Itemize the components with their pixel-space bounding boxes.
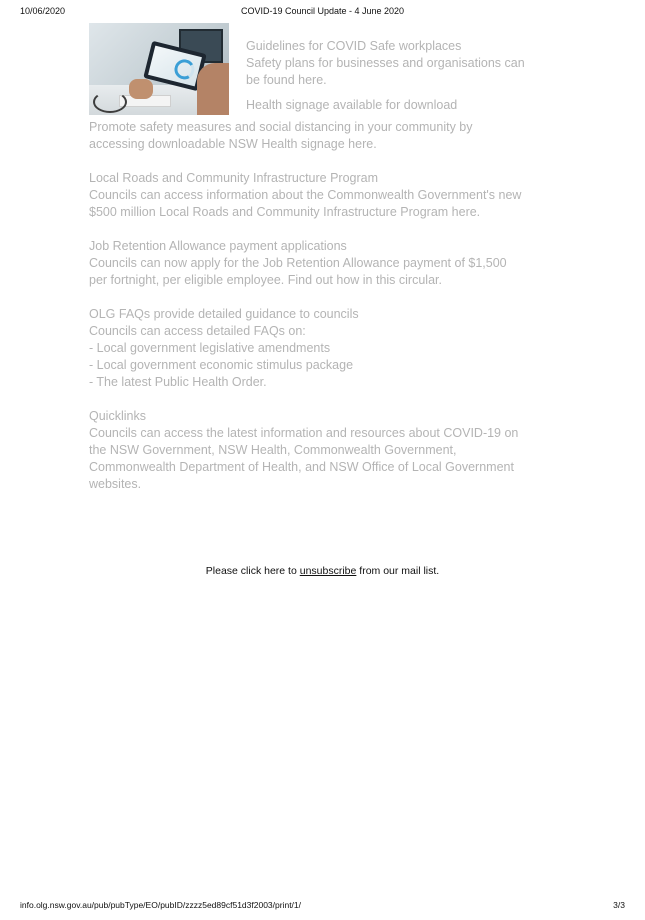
section-olg-faqs [89,306,559,391]
section-body-line: per fortnight, per eligible employee. Find out how in this circular. [89,273,442,287]
page-number: 3/3 [613,900,625,910]
print-footer [20,900,625,912]
newsletter-content [89,23,559,493]
section-body-line: $500 million Local Roads and Community Infrastructure Program here. [89,205,481,219]
section-body-line: the NSW Government, NSW Health, Commonwealth Government, [89,443,457,457]
section-body-line: - The latest Public Health Order. [89,375,267,389]
section-body-line: be found here. [246,73,327,87]
section-body-line: accessing downloadable NSW Health signage here. [89,137,377,151]
section-body-line: Safety plans for businesses and organisations can [246,56,525,70]
section-heading: Guidelines for COVID Safe workplaces [246,39,462,53]
section-heading: Quicklinks [89,409,146,423]
unsubscribe-message [0,565,645,577]
section-local-roads [89,170,559,221]
tablet-photo [89,23,229,115]
section-quicklinks [89,408,559,493]
section-health-signage-body [89,119,559,153]
section-job-retention [89,238,559,289]
print-title: COVID-19 Council Update - 4 June 2020 [240,6,405,16]
section-body-line: Councils can access the latest information and resources about COVID-19 on [89,426,519,440]
section-body-line: Councils can access detailed FAQs on: [89,324,306,338]
section-heading: Local Roads and Community Infrastructure Program [89,171,379,185]
unsubscribe-link[interactable]: unsubscribe [299,565,357,577]
print-header [20,6,625,20]
section-body-line: Promote safety measures and social distancing in your community by [89,120,473,134]
section-heading: Health signage available for download [246,98,458,112]
section-heading: Job Retention Allowance payment applications [89,239,347,253]
section-body-line: - Local government economic stimulus package [89,358,354,372]
print-url: info.olg.nsw.gov.au/pub/pubType/EO/pubID/zzzz5ed89cf51d3f2003/print/1/ [20,900,302,910]
unsubscribe-prefix: Please click here to [205,565,300,577]
print-date: 10/06/2020 [20,6,66,16]
section-heading: OLG FAQs provide detailed guidance to councils [89,307,359,321]
section-body-line: Commonwealth Department of Health, and NSW Office of Local Government [89,460,514,474]
section-body-line: - Local government legislative amendments [89,341,331,355]
section-body-line: websites. [89,477,142,491]
section-body-line: Councils can access information about the Commonwealth Government's new [89,188,522,202]
unsubscribe-suffix: from our mail list. [356,565,440,577]
section-body-line: Councils can now apply for the Job Retention Allowance payment of $1,500 [89,256,507,270]
